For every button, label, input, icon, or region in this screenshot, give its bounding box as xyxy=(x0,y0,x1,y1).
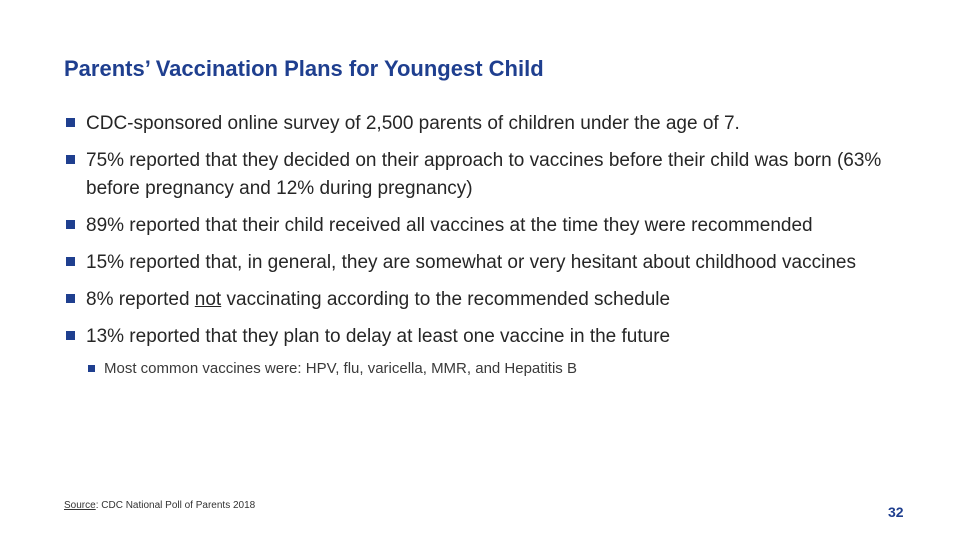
bullet-item xyxy=(64,323,924,351)
bullet-text-suffix: vaccinating according to the recommended schedule xyxy=(221,289,671,310)
square-bullet-icon xyxy=(66,331,75,340)
bullet-text: 75% reported that they decided on their approach to vaccines before their child was born (63% before pregnancy and 12% during pregnancy) xyxy=(86,150,882,199)
page-number: 32 xyxy=(888,504,904,520)
square-bullet-icon xyxy=(66,118,75,127)
bullet-item xyxy=(64,147,924,203)
source-note xyxy=(64,500,255,511)
slide-title: Parents’ Vaccination Plans for Youngest Child xyxy=(64,56,544,81)
square-bullet-icon xyxy=(66,257,75,266)
sub-bullet-item xyxy=(86,358,924,380)
square-bullet-icon xyxy=(88,365,95,372)
bullet-item xyxy=(64,110,924,138)
bullet-text: 15% reported that, in general, they are somewhat or very hesitant about childhood vaccines xyxy=(86,252,856,273)
square-bullet-icon xyxy=(66,294,75,303)
sub-bullet-text: Most common vaccines were: HPV, flu, varicella, MMR, and Hepatitis B xyxy=(104,360,577,377)
source-text: : CDC National Poll of Parents 2018 xyxy=(95,500,256,511)
bullet-text: 89% reported that their child received all vaccines at the time they were recommended xyxy=(86,215,813,236)
bullet-item xyxy=(64,249,924,277)
bullet-text: 13% reported that they plan to delay at least one vaccine in the future xyxy=(86,326,671,347)
bullet-item xyxy=(64,212,924,240)
bullet-list xyxy=(64,110,924,380)
bullet-emphasis: not xyxy=(194,289,222,310)
square-bullet-icon xyxy=(66,155,75,164)
bullet-text-prefix: 8% reported xyxy=(86,289,195,310)
source-label: Source xyxy=(64,500,96,511)
bullet-item xyxy=(64,286,924,314)
square-bullet-icon xyxy=(66,220,75,229)
bullet-text: CDC-sponsored online survey of 2,500 parents of children under the age of 7. xyxy=(86,113,740,134)
